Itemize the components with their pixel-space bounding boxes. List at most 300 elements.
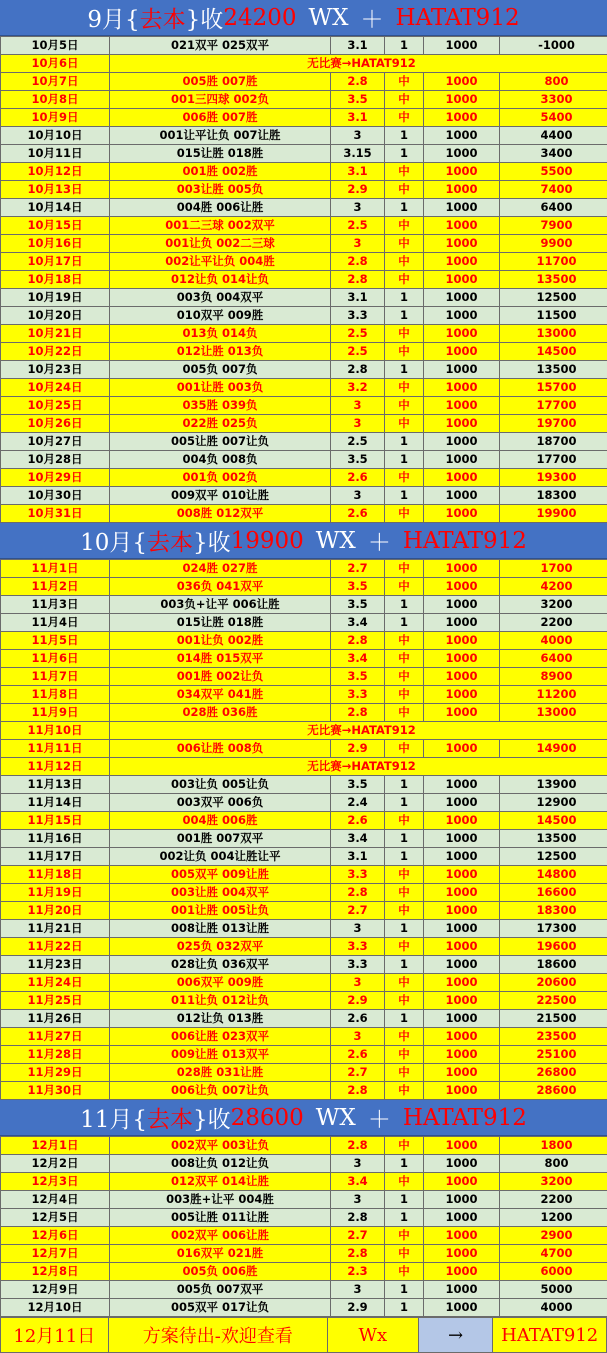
table-row [1,722,607,740]
result-cell: 中 [385,560,424,578]
title-handle: HATAT912 [403,1105,527,1131]
result-cell: 中 [385,1263,424,1281]
stake-cell: 1000 [424,740,500,758]
date-cell: 10月8日 [1,91,110,109]
date-cell: 10月30日 [1,487,110,505]
balance-cell: 14800 [500,866,607,884]
balance-cell: 18300 [500,902,607,920]
balance-cell: 3200 [500,1173,607,1191]
arrow-icon: → [419,1318,494,1352]
result-cell: 中 [385,163,424,181]
table-row [1,1046,607,1064]
odds-cell: 3 [331,920,385,938]
stake-cell: 1000 [424,1209,500,1227]
date-cell: 10月16日 [1,235,110,253]
balance-cell: 7400 [500,181,607,199]
stake-cell: 1000 [424,343,500,361]
result-cell: 中 [385,740,424,758]
result-cell: 中 [385,415,424,433]
result-cell: 中 [385,1173,424,1191]
odds-cell: 3.5 [331,668,385,686]
balance-cell: 6400 [500,199,607,217]
result-cell: 中 [385,1245,424,1263]
stake-cell: 1000 [424,145,500,163]
no-match-note: 无比赛→HATAT912 [110,55,607,73]
stake-cell: 1000 [424,650,500,668]
odds-cell: 2.3 [331,1263,385,1281]
title-wx: WX [316,528,356,554]
no-match-note: 无比赛→HATAT912 [110,722,607,740]
date-cell: 10月10日 [1,127,110,145]
stake-cell: 1000 [424,1028,500,1046]
picks-cell: 015让胜 018胜 [110,614,331,632]
balance-cell: 21500 [500,1010,607,1028]
table-row [1,920,607,938]
picks-cell: 004负 008负 [110,451,331,469]
odds-cell: 2.8 [331,271,385,289]
result-cell: 中 [385,938,424,956]
result-cell: 中 [385,884,424,902]
date-cell: 11月3日 [1,596,110,614]
result-cell: 中 [385,325,424,343]
date-cell: 10月13日 [1,181,110,199]
date-cell: 10月27日 [1,433,110,451]
table-row [1,109,607,127]
title-keyword: 去本 [140,1,186,34]
balance-cell: 22500 [500,992,607,1010]
picks-cell: 012双平 014让胜 [110,1173,331,1191]
date-cell: 10月11日 [1,145,110,163]
odds-cell: 2.8 [331,704,385,722]
odds-cell: 3 [331,127,385,145]
date-cell: 10月31日 [1,505,110,523]
stake-cell: 1000 [424,181,500,199]
table-row [1,614,607,632]
result-cell: 中 [385,379,424,397]
date-cell: 11月12日 [1,758,110,776]
picks-cell: 002双平 003让负 [110,1137,331,1155]
table-row [1,758,607,776]
title-month: 11月{ [80,1101,147,1134]
picks-cell: 014胜 015双平 [110,650,331,668]
record-table [0,1136,607,1317]
date-cell: 11月7日 [1,668,110,686]
balance-cell: 12500 [500,289,607,307]
result-cell: 中 [385,73,424,91]
odds-cell: 2.6 [331,1010,385,1028]
result-cell: 中 [385,632,424,650]
table-row [1,307,607,325]
table-row [1,794,607,812]
stake-cell: 1000 [424,1155,500,1173]
result-cell: 1 [385,289,424,307]
balance-cell: 19600 [500,938,607,956]
odds-cell: 3.3 [331,938,385,956]
odds-cell: 3 [331,1281,385,1299]
result-cell: 1 [385,614,424,632]
picks-cell: 006胜 007胜 [110,109,331,127]
table-row [1,992,607,1010]
date-cell: 10月20日 [1,307,110,325]
result-cell: 1 [385,920,424,938]
footer-wx: Wx [328,1318,419,1352]
title-handle: HATAT912 [396,5,520,31]
date-cell: 11月13日 [1,776,110,794]
date-cell: 11月20日 [1,902,110,920]
date-cell: 11月23日 [1,956,110,974]
stake-cell: 1000 [424,127,500,145]
stake-cell: 1000 [424,632,500,650]
odds-cell: 2.5 [331,217,385,235]
footer-message: 方案待出-欢迎查看 [109,1318,328,1352]
date-cell: 11月24日 [1,974,110,992]
table-row [1,1137,607,1155]
odds-cell: 3 [331,199,385,217]
picks-cell: 005负 006胜 [110,1263,331,1281]
result-cell: 中 [385,1227,424,1245]
odds-cell: 3.3 [331,866,385,884]
stake-cell: 1000 [424,37,500,55]
balance-cell: 12900 [500,794,607,812]
table-row [1,163,607,181]
odds-cell: 3.4 [331,1173,385,1191]
odds-cell: 2.9 [331,992,385,1010]
odds-cell: 2.8 [331,1137,385,1155]
balance-cell: 13000 [500,704,607,722]
odds-cell: 2.8 [331,1209,385,1227]
odds-cell: 2.8 [331,884,385,902]
stake-cell: 1000 [424,560,500,578]
table-row [1,938,607,956]
result-cell: 中 [385,812,424,830]
table-row [1,505,607,523]
picks-cell: 001负 002负 [110,469,331,487]
date-cell: 12月6日 [1,1227,110,1245]
result-cell: 中 [385,235,424,253]
balance-cell: 12500 [500,848,607,866]
picks-cell: 003让胜 005负 [110,181,331,199]
footer-date: 12月11日 [1,1318,109,1352]
odds-cell: 2.4 [331,794,385,812]
balance-cell: 19900 [500,505,607,523]
table-row [1,776,607,794]
date-cell: 10月17日 [1,253,110,271]
picks-cell: 006让胜 008负 [110,740,331,758]
date-cell: 11月11日 [1,740,110,758]
date-cell: 10月29日 [1,469,110,487]
balance-cell: 14900 [500,740,607,758]
odds-cell: 3 [331,397,385,415]
date-cell: 10月5日 [1,37,110,55]
stake-cell: 1000 [424,73,500,91]
table-row [1,1155,607,1173]
table-row [1,91,607,109]
result-cell: 中 [385,1082,424,1100]
balance-cell: 6400 [500,650,607,668]
result-cell: 1 [385,794,424,812]
result-cell: 1 [385,830,424,848]
stake-cell: 1000 [424,848,500,866]
picks-cell: 010双平 009胜 [110,307,331,325]
date-cell: 11月22日 [1,938,110,956]
picks-cell: 022胜 025负 [110,415,331,433]
table-row [1,848,607,866]
result-cell: 1 [385,776,424,794]
table-row [1,1245,607,1263]
picks-cell: 004胜 006胜 [110,812,331,830]
picks-cell: 002让平让负 004胜 [110,253,331,271]
stake-cell: 1000 [424,1137,500,1155]
table-row [1,668,607,686]
date-cell: 10月26日 [1,415,110,433]
stake-cell: 1000 [424,596,500,614]
picks-cell: 001胜 007双平 [110,830,331,848]
result-cell: 中 [385,1046,424,1064]
result-cell: 1 [385,1010,424,1028]
table-row [1,578,607,596]
picks-cell: 009让胜 013双平 [110,1046,331,1064]
result-cell: 中 [385,1137,424,1155]
stake-cell: 1000 [424,956,500,974]
date-cell: 10月25日 [1,397,110,415]
date-cell: 12月8日 [1,1263,110,1281]
picks-cell: 001让胜 005让负 [110,902,331,920]
picks-cell: 003双平 006负 [110,794,331,812]
stake-cell: 1000 [424,1173,500,1191]
title-plus: ＋ [368,524,391,557]
odds-cell: 2.8 [331,361,385,379]
odds-cell: 2.8 [331,632,385,650]
stake-cell: 1000 [424,199,500,217]
picks-cell: 015让胜 018胜 [110,145,331,163]
date-cell: 11月27日 [1,1028,110,1046]
picks-cell: 001三四球 002负 [110,91,331,109]
balance-cell: 11500 [500,307,607,325]
stake-cell: 1000 [424,704,500,722]
stake-cell: 1000 [424,884,500,902]
picks-cell: 003胜+让平 004胜 [110,1191,331,1209]
balance-cell: 14500 [500,343,607,361]
balance-cell: 5500 [500,163,607,181]
date-cell: 11月4日 [1,614,110,632]
balance-cell: 15700 [500,379,607,397]
odds-cell: 3.3 [331,686,385,704]
title-amount: 19900 [231,528,304,554]
odds-cell: 2.6 [331,469,385,487]
result-cell: 1 [385,433,424,451]
picks-cell: 005双平 009让胜 [110,866,331,884]
title-plus: ＋ [368,1101,391,1134]
odds-cell: 2.7 [331,1064,385,1082]
result-cell: 中 [385,650,424,668]
stake-cell: 1000 [424,307,500,325]
picks-cell: 002让负 004让胜让平 [110,848,331,866]
result-cell: 中 [385,1028,424,1046]
date-cell: 10月23日 [1,361,110,379]
balance-cell: 4400 [500,127,607,145]
picks-cell: 001二三球 002双平 [110,217,331,235]
balance-cell: 2200 [500,614,607,632]
table-row [1,956,607,974]
date-cell: 11月8日 [1,686,110,704]
result-cell: 中 [385,866,424,884]
result-cell: 1 [385,1281,424,1299]
title-month: 9月{ [87,1,139,34]
table-row [1,397,607,415]
odds-cell: 3.15 [331,145,385,163]
table-row [1,866,607,884]
picks-cell: 035胜 039负 [110,397,331,415]
odds-cell: 2.7 [331,1227,385,1245]
stake-cell: 1000 [424,217,500,235]
section-title [0,523,607,559]
table-row [1,884,607,902]
result-cell: 1 [385,596,424,614]
balance-cell: 13500 [500,361,607,379]
date-cell: 11月17日 [1,848,110,866]
result-cell: 1 [385,361,424,379]
date-cell: 10月12日 [1,163,110,181]
balance-cell: 17300 [500,920,607,938]
table-row [1,974,607,992]
picks-cell: 005让胜 011让胜 [110,1209,331,1227]
picks-cell: 021双平 025双平 [110,37,331,55]
balance-cell: 11200 [500,686,607,704]
title-plus: ＋ [361,1,384,34]
stake-cell: 1000 [424,487,500,505]
balance-cell: 19700 [500,415,607,433]
picks-cell: 005双平 017让负 [110,1299,331,1317]
date-cell: 10月9日 [1,109,110,127]
section-title [0,1100,607,1136]
stake-cell: 1000 [424,289,500,307]
table-row [1,1281,607,1299]
stake-cell: 1000 [424,235,500,253]
stake-cell: 1000 [424,794,500,812]
balance-cell: 800 [500,73,607,91]
picks-cell: 005让胜 007让负 [110,433,331,451]
date-cell: 10月18日 [1,271,110,289]
result-cell: 1 [385,1155,424,1173]
stake-cell: 1000 [424,686,500,704]
odds-cell: 3.5 [331,776,385,794]
result-cell: 1 [385,487,424,505]
stake-cell: 1000 [424,938,500,956]
stake-cell: 1000 [424,325,500,343]
table-row [1,451,607,469]
balance-cell: 13500 [500,830,607,848]
table-row [1,632,607,650]
stake-cell: 1000 [424,469,500,487]
footer-handle: HATAT912 [493,1318,606,1352]
balance-cell: 23500 [500,1028,607,1046]
picks-cell: 005胜 007胜 [110,73,331,91]
result-cell: 中 [385,217,424,235]
date-cell: 10月19日 [1,289,110,307]
picks-cell: 012让胜 013负 [110,343,331,361]
stake-cell: 1000 [424,920,500,938]
odds-cell: 2.5 [331,343,385,361]
title-keyword: 去本 [147,524,193,557]
odds-cell: 2.9 [331,740,385,758]
title-wx: WX [308,5,348,31]
picks-cell: 028让负 036双平 [110,956,331,974]
date-cell: 11月19日 [1,884,110,902]
picks-cell: 012让负 013胜 [110,1010,331,1028]
picks-cell: 016双平 021胜 [110,1245,331,1263]
balance-cell: 19300 [500,469,607,487]
date-cell: 10月6日 [1,55,110,73]
date-cell: 11月15日 [1,812,110,830]
table-row [1,1299,607,1317]
title-month: 10月{ [80,524,147,557]
stake-cell: 1000 [424,866,500,884]
odds-cell: 3 [331,1191,385,1209]
stake-cell: 1000 [424,1227,500,1245]
odds-cell: 3.3 [331,307,385,325]
result-cell: 1 [385,145,424,163]
balance-cell: 7900 [500,217,607,235]
picks-cell: 001让负 002胜 [110,632,331,650]
table-row [1,596,607,614]
stake-cell: 1000 [424,163,500,181]
picks-cell: 001胜 002让负 [110,668,331,686]
odds-cell: 3.4 [331,614,385,632]
result-cell: 中 [385,902,424,920]
date-cell: 10月22日 [1,343,110,361]
balance-cell: 18300 [500,487,607,505]
date-cell: 10月21日 [1,325,110,343]
stake-cell: 1000 [424,451,500,469]
date-cell: 10月28日 [1,451,110,469]
date-cell: 11月1日 [1,560,110,578]
result-cell: 1 [385,127,424,145]
odds-cell: 3.1 [331,109,385,127]
date-cell: 11月10日 [1,722,110,740]
picks-cell: 001胜 002胜 [110,163,331,181]
result-cell: 1 [385,37,424,55]
picks-cell: 005负 007双平 [110,1281,331,1299]
odds-cell: 3 [331,1028,385,1046]
balance-cell: 9900 [500,235,607,253]
result-cell: 1 [385,848,424,866]
footer-row [0,1317,607,1353]
date-cell: 11月14日 [1,794,110,812]
result-cell: 中 [385,397,424,415]
picks-cell: 012让负 014让负 [110,271,331,289]
balance-cell: 800 [500,1155,607,1173]
table-row [1,1064,607,1082]
result-cell: 中 [385,505,424,523]
date-cell: 12月3日 [1,1173,110,1191]
balance-cell: 2900 [500,1227,607,1245]
date-cell: 10月24日 [1,379,110,397]
result-cell: 1 [385,956,424,974]
result-cell: 中 [385,253,424,271]
result-cell: 中 [385,974,424,992]
record-table [0,559,607,1100]
balance-cell: 4000 [500,1299,607,1317]
odds-cell: 3 [331,415,385,433]
picks-cell: 004胜 006让胜 [110,199,331,217]
picks-cell: 001让胜 003负 [110,379,331,397]
odds-cell: 2.6 [331,505,385,523]
table-row [1,325,607,343]
record-table [0,36,607,523]
balance-cell: 3400 [500,145,607,163]
date-cell: 11月16日 [1,830,110,848]
title-collect: }收 [193,1101,231,1134]
